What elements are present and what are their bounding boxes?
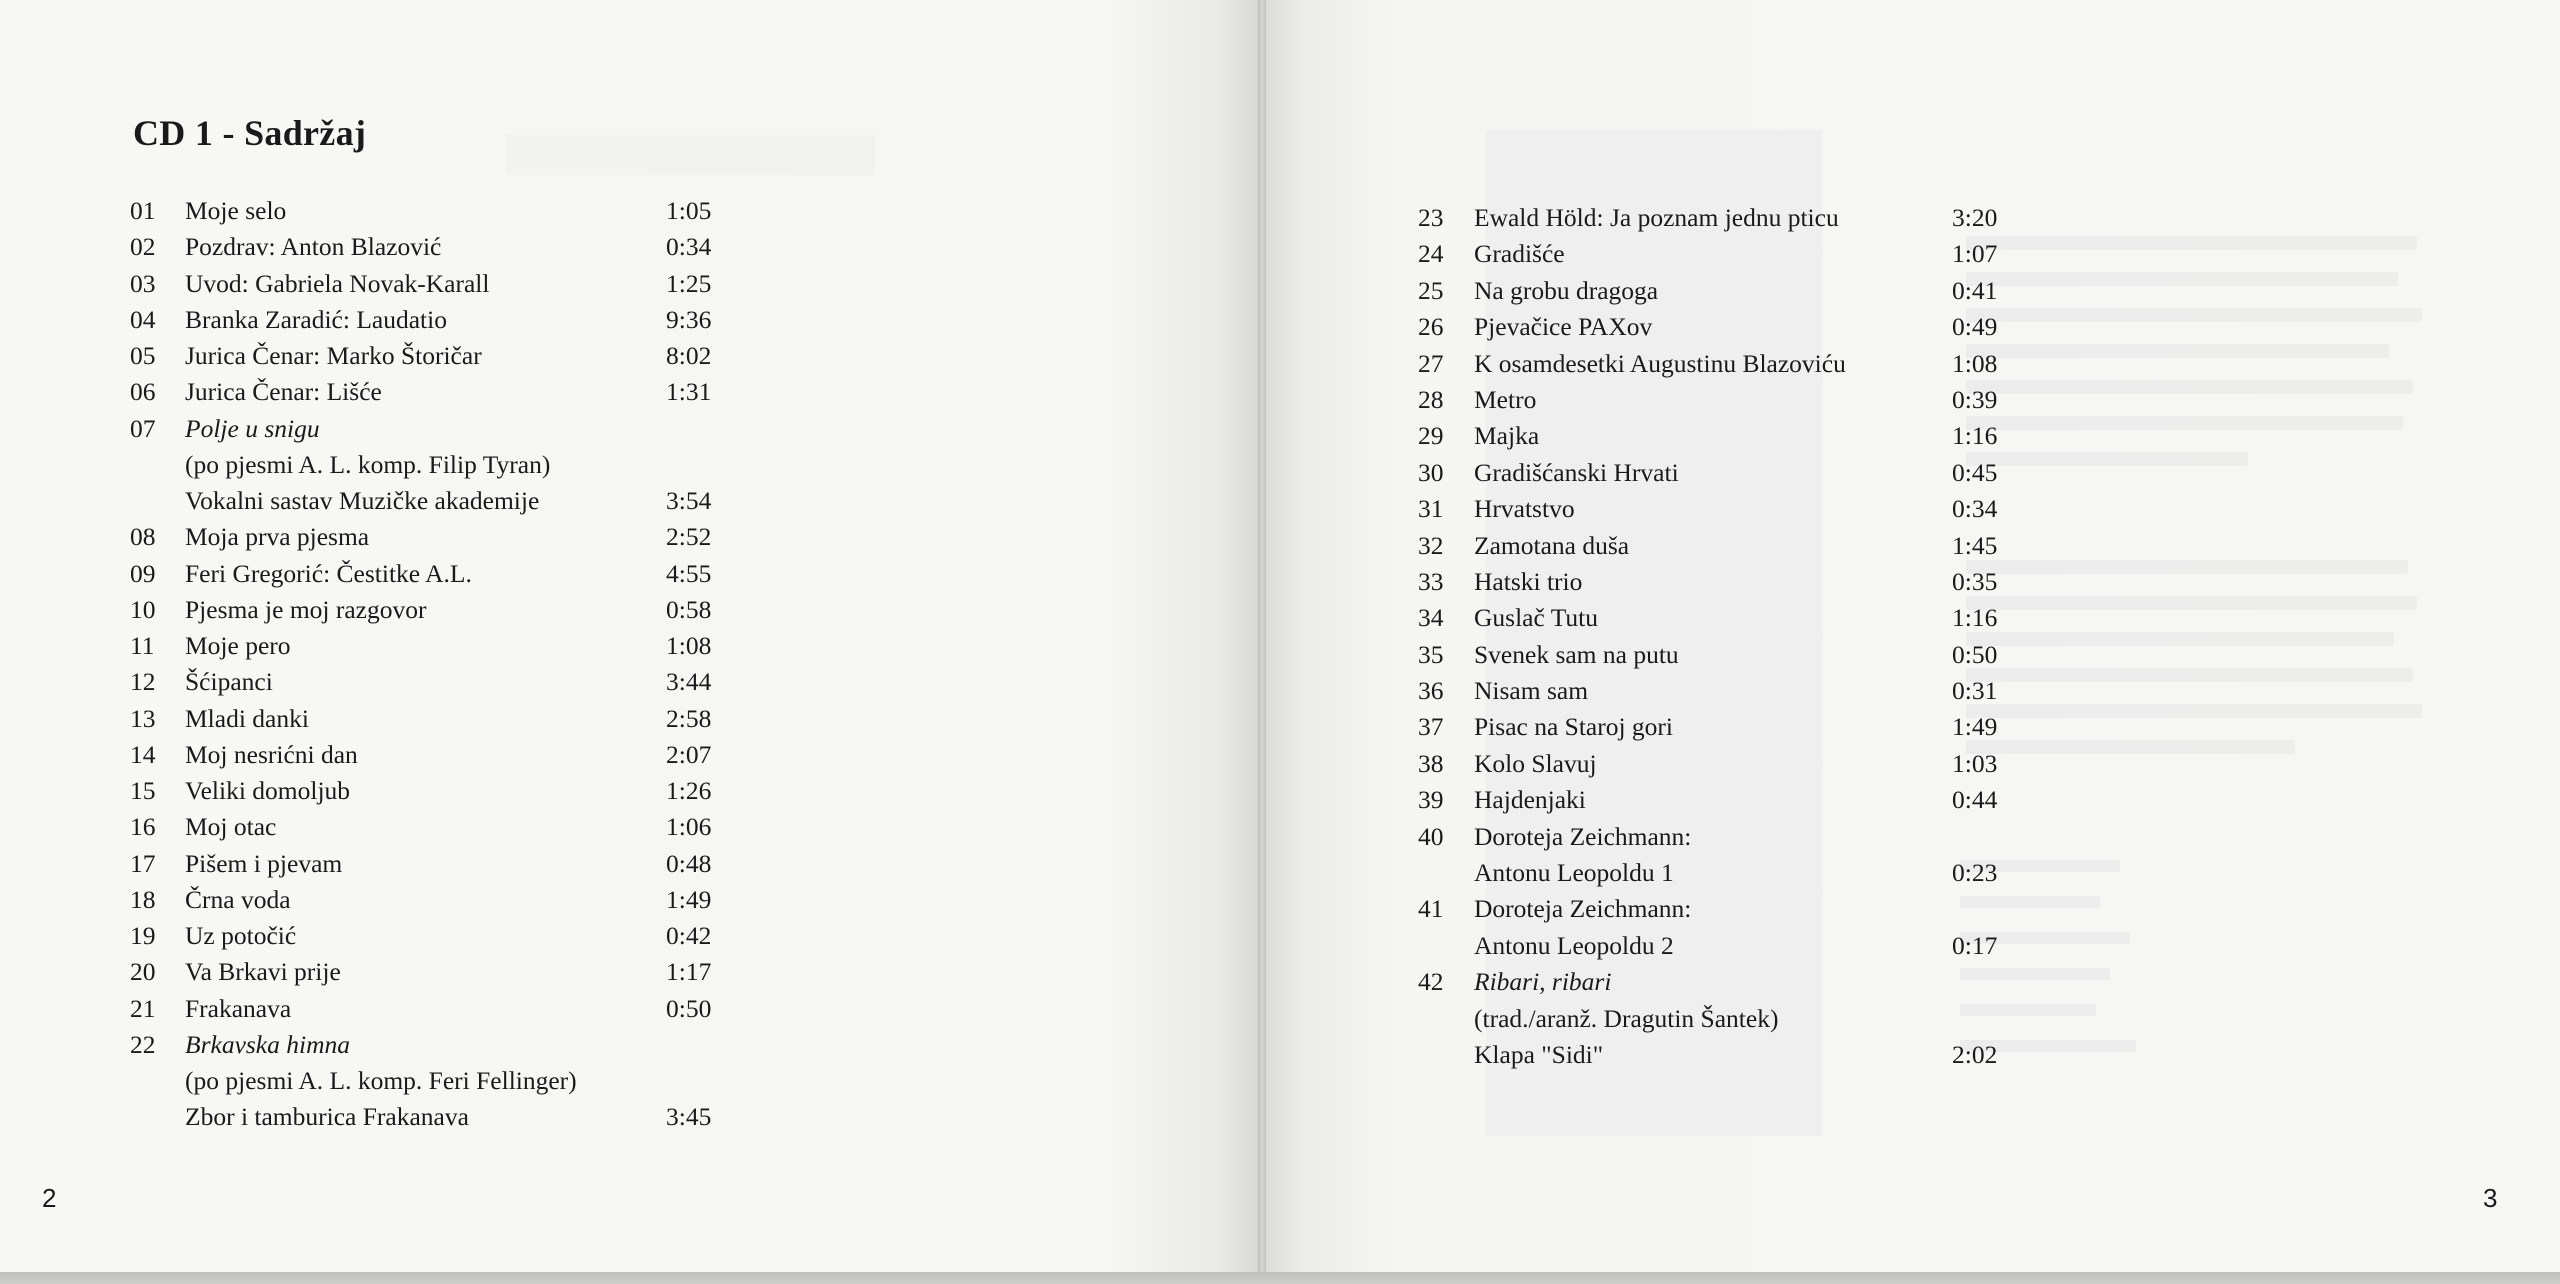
track-duration: 4:55	[666, 558, 712, 588]
track-number: 17	[130, 848, 156, 878]
track-number: 26	[1418, 312, 1444, 342]
track-title: Pjevačice PAXov	[1474, 312, 1653, 342]
track-duration: 2:52	[666, 522, 712, 552]
track-row	[130, 411, 730, 447]
track-row	[1418, 782, 2038, 818]
track-duration: 0:34	[666, 232, 712, 262]
track-row	[130, 266, 730, 302]
track-number: 35	[1418, 639, 1444, 669]
track-title: Na grobu dragoga	[1474, 275, 1659, 305]
track-title: Branka Zaradić: Laudatio	[185, 304, 447, 334]
track-duration: 2:07	[666, 739, 712, 769]
page-number-right: 3	[2483, 1183, 2498, 1213]
tracklist-right	[1418, 200, 2038, 1073]
track-duration: 9:36	[666, 304, 712, 334]
track-duration: 1:03	[1952, 748, 1998, 778]
track-number: 36	[1418, 676, 1444, 706]
left-page	[0, 0, 1258, 1272]
track-row	[130, 954, 730, 990]
track-row	[1418, 928, 2038, 964]
track-title: Hajdenjaki	[1474, 785, 1586, 815]
track-number: 33	[1418, 566, 1444, 596]
track-duration: 1:05	[666, 196, 712, 225]
track-duration: 0:45	[1952, 457, 1998, 487]
track-number: 05	[130, 341, 156, 370]
track-title: Doroteja Zeichmann:	[1474, 894, 1692, 924]
track-number: 15	[130, 776, 156, 805]
track-row	[1418, 418, 2038, 454]
track-number: 24	[1418, 239, 1444, 269]
track-row	[130, 846, 730, 882]
track-number: 07	[130, 413, 156, 443]
track-number: 27	[1418, 348, 1444, 378]
track-row	[1418, 273, 2038, 309]
track-title: Metro	[1474, 384, 1537, 414]
track-number: 14	[130, 739, 156, 769]
track-duration: 0:34	[1952, 494, 1998, 524]
track-title: Hrvatstvo	[1474, 494, 1575, 524]
track-row	[1418, 346, 2038, 382]
track-row	[1418, 819, 2038, 855]
track-title: Gradišće	[1474, 239, 1565, 269]
track-row	[1418, 673, 2038, 709]
track-title: Uz potočić	[185, 921, 297, 950]
track-number: 42	[1418, 967, 1444, 997]
track-duration: 1:31	[666, 377, 712, 407]
track-row	[130, 483, 730, 519]
track-row	[1418, 600, 2038, 636]
track-number: 01	[130, 196, 156, 225]
track-row	[130, 991, 730, 1027]
track-duration: 1:49	[666, 884, 712, 914]
track-duration: 3:44	[666, 667, 712, 697]
track-number: 21	[130, 993, 156, 1023]
track-title: Va Brkavi prije	[185, 957, 341, 987]
track-row	[1418, 200, 2038, 236]
track-duration: 0:17	[1952, 930, 1998, 960]
track-duration: 0:58	[666, 594, 712, 624]
track-row	[130, 338, 730, 374]
track-number: 12	[130, 667, 156, 697]
track-row	[130, 229, 730, 265]
track-number: 39	[1418, 785, 1444, 815]
track-number: 25	[1418, 275, 1444, 305]
track-title: Moj nesrićni dan	[185, 739, 358, 769]
track-title: (trad./aranž. Dragutin Šantek)	[1474, 1003, 1779, 1033]
track-title: Kolo Slavuj	[1474, 748, 1597, 778]
track-duration: 1:17	[666, 957, 712, 987]
track-row	[130, 374, 730, 410]
track-number: 29	[1418, 421, 1444, 451]
track-row	[130, 664, 730, 700]
track-number: 31	[1418, 494, 1444, 524]
track-title: Zamotana duša	[1474, 530, 1630, 560]
track-row	[1418, 491, 2038, 527]
track-number: 32	[1418, 530, 1444, 560]
track-row	[130, 1099, 730, 1135]
track-number: 30	[1418, 457, 1444, 487]
track-title: Gradišćanski Hrvati	[1474, 457, 1679, 487]
track-duration: 0:31	[1952, 676, 1998, 706]
scan-bottom-edge	[0, 1272, 2560, 1284]
track-duration: 0:48	[666, 848, 712, 878]
track-row	[1418, 709, 2038, 745]
track-duration: 3:45	[666, 1102, 712, 1132]
track-duration: 1:16	[1952, 603, 1998, 633]
track-duration: 8:02	[666, 341, 712, 370]
track-number: 10	[130, 594, 156, 624]
track-title: Polje u snigu	[185, 413, 320, 443]
track-title: Moje pero	[185, 631, 291, 660]
track-duration: 1:16	[1952, 421, 1998, 451]
track-title: Pozdrav: Anton Blazović	[185, 232, 442, 262]
track-row	[1418, 236, 2038, 272]
track-title: Uvod: Gabriela Novak-Karall	[185, 268, 490, 298]
track-row	[1418, 309, 2038, 345]
track-row	[130, 809, 730, 845]
track-number: 16	[130, 812, 156, 842]
track-row	[1418, 746, 2038, 782]
track-row	[130, 193, 730, 229]
track-title: Mladi danki	[185, 703, 309, 733]
track-row	[130, 556, 730, 592]
track-title: Pišem i pjevam	[185, 848, 343, 878]
track-number: 20	[130, 957, 156, 987]
track-title: Moje selo	[185, 196, 287, 225]
track-title: Moj otac	[185, 812, 277, 842]
track-duration: 1:06	[666, 812, 712, 842]
track-duration: 1:08	[666, 631, 712, 660]
track-number: 09	[130, 558, 156, 588]
track-duration: 1:49	[1952, 712, 1998, 742]
track-row	[1418, 564, 2038, 600]
track-row	[130, 918, 730, 954]
track-title: Jurica Čenar: Lišće	[185, 377, 382, 407]
track-number: 37	[1418, 712, 1444, 742]
track-row	[1418, 891, 2038, 927]
track-row	[130, 592, 730, 628]
track-number: 08	[130, 522, 156, 552]
track-title: Antonu Leopoldu 2	[1474, 930, 1674, 960]
track-row	[130, 701, 730, 737]
track-number: 28	[1418, 384, 1444, 414]
track-title: Moja prva pjesma	[185, 522, 370, 552]
track-title: Ewald Höld: Ja poznam jednu pticu	[1474, 203, 1839, 232]
track-number: 22	[130, 1029, 156, 1059]
page-number-left: 2	[42, 1183, 57, 1213]
track-number: 40	[1418, 821, 1444, 851]
track-row	[130, 1027, 730, 1063]
track-duration: 0:35	[1952, 566, 1998, 596]
track-row	[130, 737, 730, 773]
track-number: 23	[1418, 203, 1444, 232]
track-row	[1418, 964, 2038, 1000]
track-duration: 0:42	[666, 921, 712, 950]
track-duration: 0:50	[666, 993, 712, 1023]
track-row	[130, 519, 730, 555]
tracklist-left	[130, 193, 730, 1136]
track-duration: 0:50	[1952, 639, 1998, 669]
track-duration: 3:20	[1952, 203, 1998, 232]
track-duration: 2:02	[1952, 1039, 1998, 1069]
track-duration: 1:25	[666, 268, 712, 298]
track-row	[130, 447, 730, 483]
track-title: Jurica Čenar: Marko Štoričar	[185, 341, 482, 370]
track-duration: 1:45	[1952, 530, 1998, 560]
track-row	[1418, 637, 2038, 673]
track-row	[1418, 855, 2038, 891]
track-title: Antonu Leopoldu 1	[1474, 858, 1674, 888]
track-duration: 0:39	[1952, 384, 1998, 414]
track-number: 06	[130, 377, 156, 407]
track-row	[1418, 382, 2038, 418]
track-duration: 3:54	[666, 486, 712, 515]
track-duration: 2:58	[666, 703, 712, 733]
track-title: Frakanava	[185, 993, 292, 1023]
track-row	[1418, 528, 2038, 564]
track-number: 18	[130, 884, 156, 914]
track-title: Šćipanci	[185, 667, 273, 697]
track-title: (po pjesmi A. L. komp. Feri Fellinger)	[185, 1066, 577, 1095]
track-title: Guslač Tutu	[1474, 603, 1598, 633]
track-duration: 1:26	[666, 776, 712, 805]
track-number: 11	[130, 631, 155, 660]
track-title: (po pjesmi A. L. komp. Filip Tyran)	[185, 449, 551, 479]
track-row	[130, 882, 730, 918]
track-title: Majka	[1474, 421, 1540, 451]
page-title: CD 1 - Sadržaj	[133, 113, 367, 153]
track-duration: 0:41	[1952, 275, 1998, 305]
track-title: K osamdesetki Augustinu Blazoviću	[1474, 348, 1846, 378]
track-row	[130, 628, 730, 664]
track-title: Klapa "Sidi"	[1474, 1039, 1604, 1069]
track-title: Hatski trio	[1474, 566, 1583, 596]
track-title: Zbor i tamburica Frakanava	[185, 1102, 469, 1132]
track-row	[1418, 1001, 2038, 1037]
track-title: Ribari, ribari	[1474, 967, 1612, 997]
track-number: 38	[1418, 748, 1444, 778]
track-row	[1418, 1037, 2038, 1073]
track-title: Doroteja Zeichmann:	[1474, 821, 1692, 851]
track-title: Vokalni sastav Muzičke akademije	[185, 486, 540, 515]
track-number: 19	[130, 921, 156, 950]
track-duration: 0:44	[1952, 785, 1998, 815]
track-number: 13	[130, 703, 156, 733]
track-duration: 1:07	[1952, 239, 1998, 269]
track-number: 04	[130, 304, 156, 334]
track-duration: 0:23	[1952, 858, 1998, 888]
track-duration: 1:08	[1952, 348, 1998, 378]
show-through-left	[505, 135, 875, 175]
track-title: Pjesma je moj razgovor	[185, 594, 427, 624]
track-row	[130, 1063, 730, 1099]
track-row	[1418, 455, 2038, 491]
track-title: Črna voda	[185, 884, 291, 914]
track-number: 41	[1418, 894, 1444, 924]
booklet-spine	[1258, 0, 1266, 1272]
track-row	[130, 773, 730, 809]
track-number: 02	[130, 232, 156, 262]
track-title: Nisam sam	[1474, 676, 1589, 706]
track-number: 34	[1418, 603, 1444, 633]
track-duration: 0:49	[1952, 312, 1998, 342]
track-number: 03	[130, 268, 156, 298]
track-row	[130, 302, 730, 338]
track-title: Svenek sam na putu	[1474, 639, 1679, 669]
track-title: Veliki domoljub	[185, 776, 351, 805]
track-title: Feri Gregorić: Čestitke A.L.	[185, 558, 472, 588]
track-title: Pisac na Staroj gori	[1474, 712, 1674, 742]
track-title: Brkavska himna	[185, 1029, 351, 1059]
